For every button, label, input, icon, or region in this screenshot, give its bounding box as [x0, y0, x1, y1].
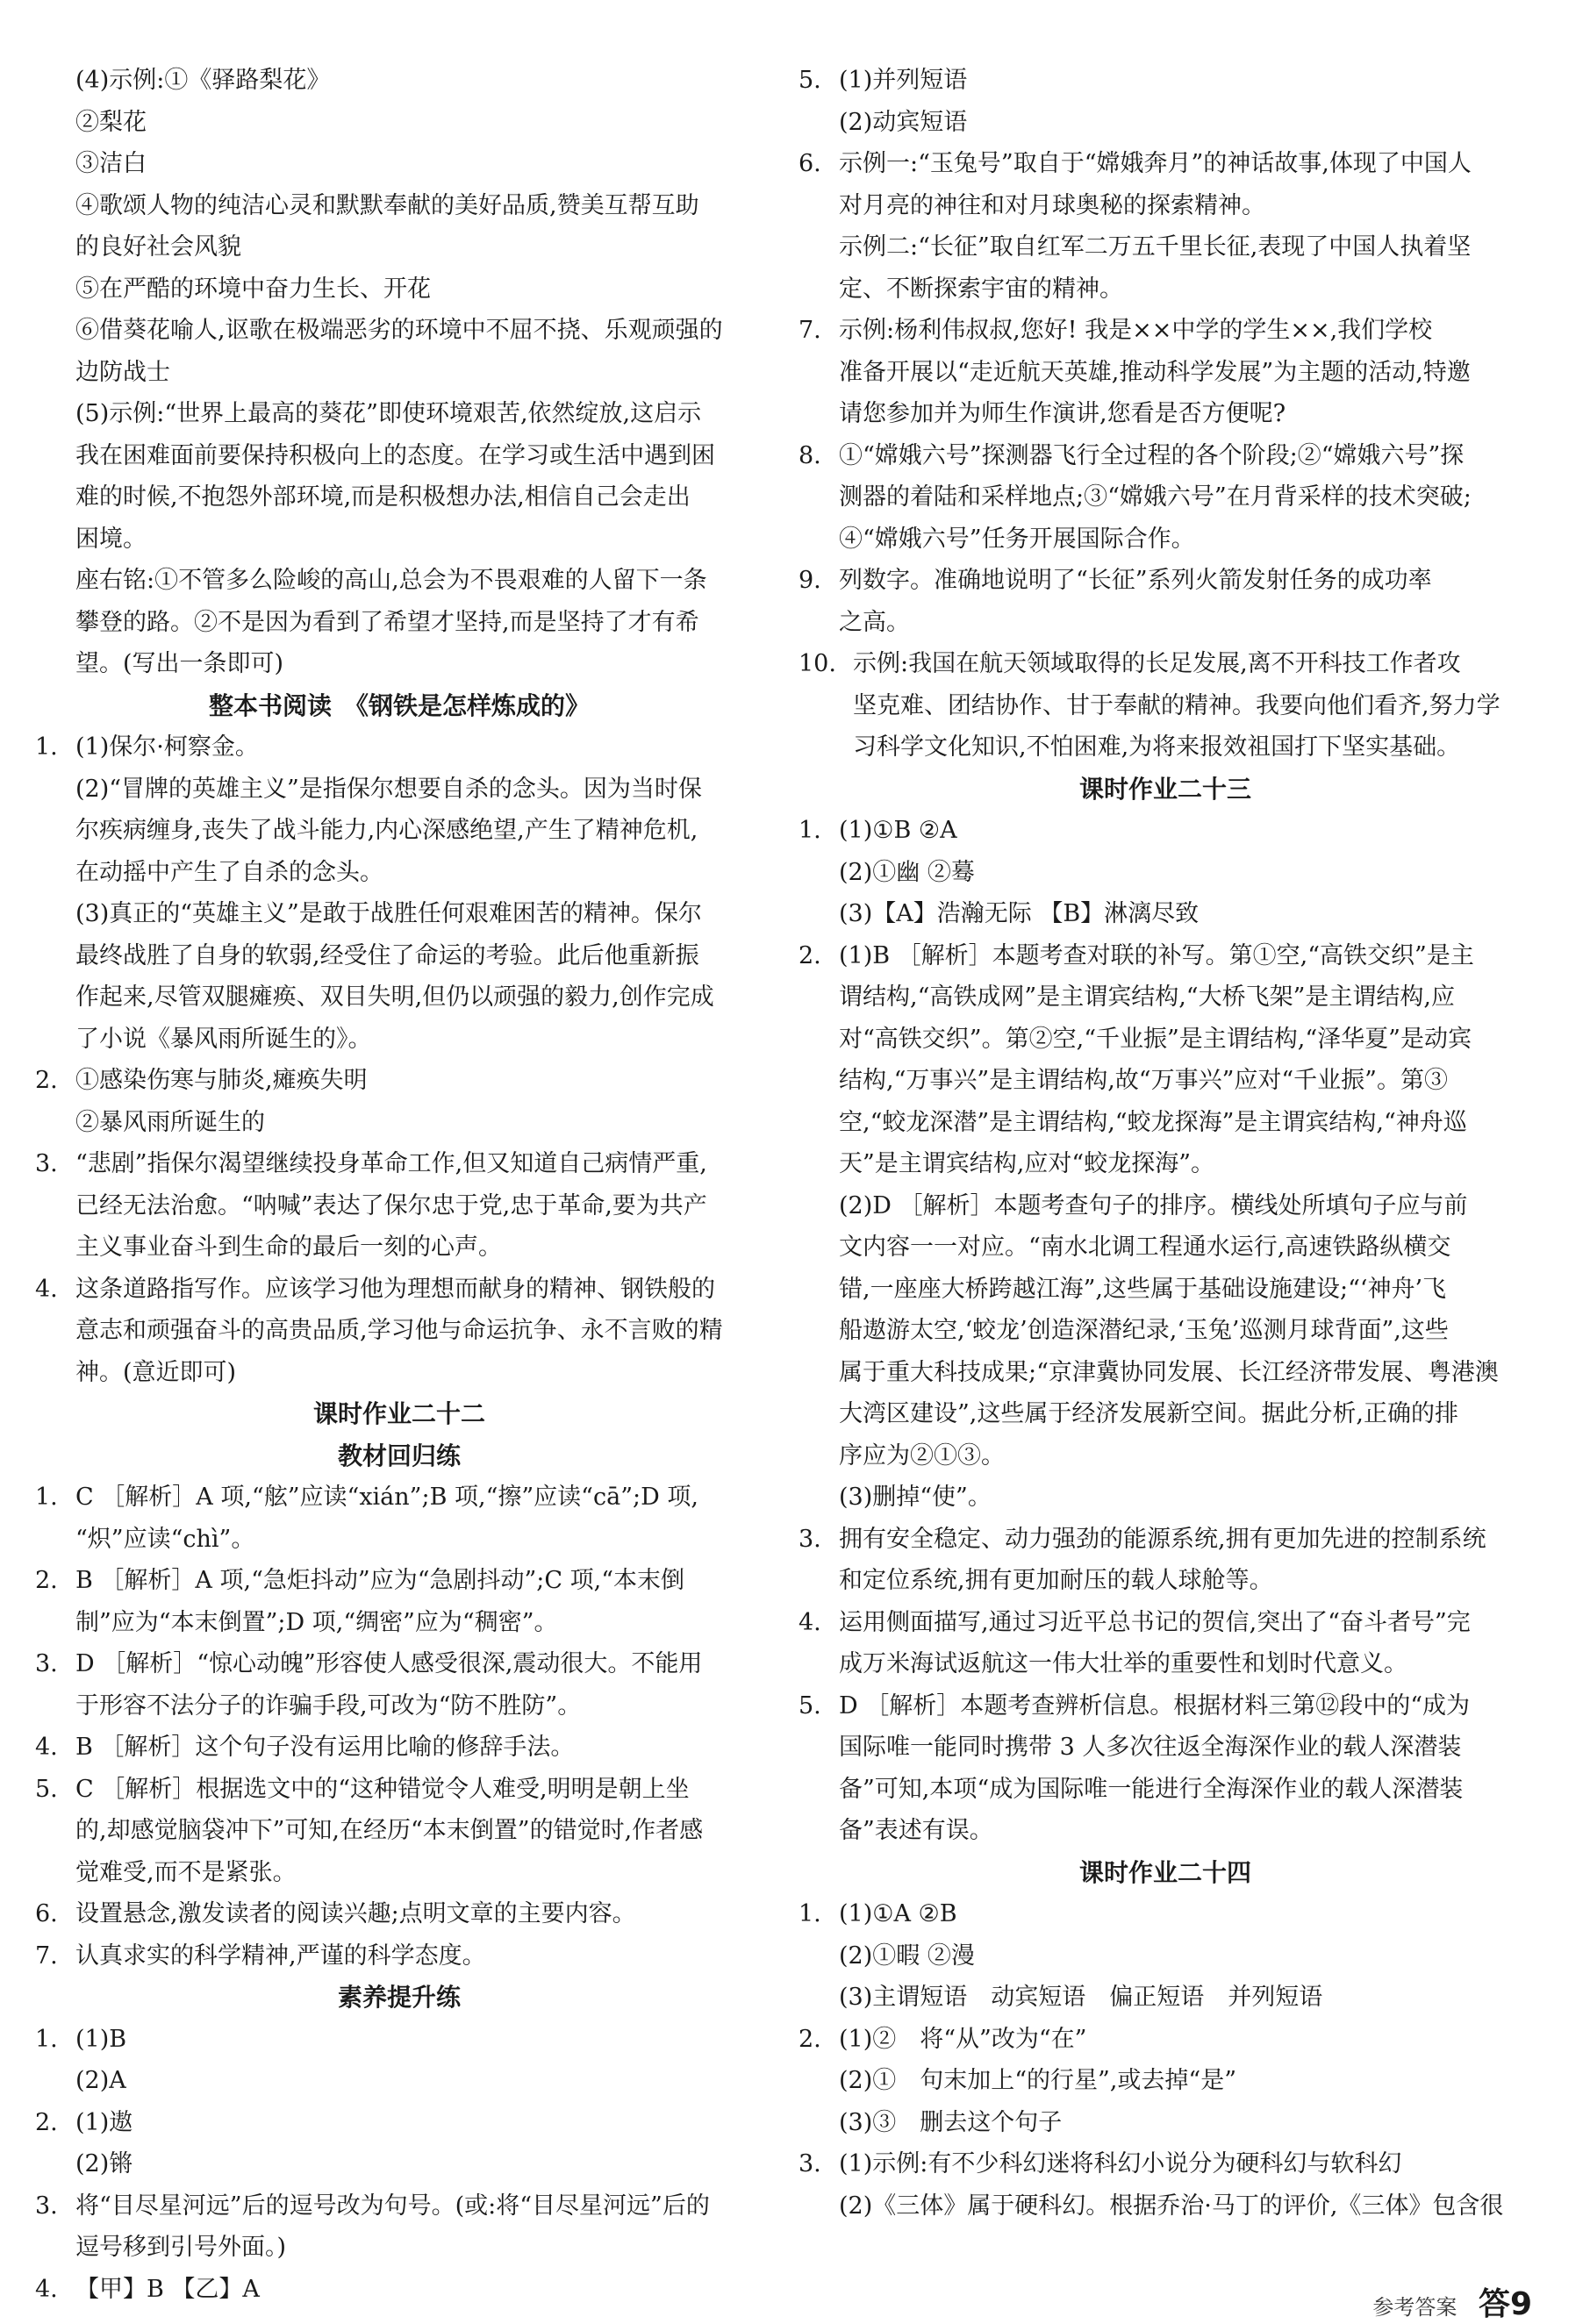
question-line — [799, 143, 1532, 185]
answer-line: 成万米海试返航这一伟大壮举的重要性和划时代意义。 — [839, 1650, 1407, 1677]
answer-text: D ［解析］“惊心动魄”形容使人感受很深,震动很大。不能用 — [75, 1650, 703, 1677]
answer-line: 备”可知,本项“成为国际唯一能进行全海深作业的载人深潜装 — [839, 1775, 1464, 1803]
answer-line: 习科学文化知识,不怕困难,为将来报效祖国打下坚实基础。 — [853, 733, 1461, 761]
question-line — [799, 560, 1532, 602]
answer-line: 在动摇中产生了自杀的念头。 — [75, 858, 383, 886]
answer-line: ②暴风雨所诞生的 — [75, 1108, 265, 1136]
answer-line: 坚克难、团结协作、甘于奉献的精神。我要向他们看齐,努力学 — [853, 691, 1500, 719]
answer-line: 望。(写出一条即可) — [75, 650, 284, 677]
answer-line: 已经无法治愈。“呐喊”表达了保尔忠于党,忠于革命,要为共产 — [75, 1191, 707, 1219]
answer-text: (1)B — [75, 2025, 127, 2053]
question-number: 5. — [799, 1691, 821, 1720]
question-line — [35, 1893, 763, 1935]
section-heading: 课时作业二十三 — [1078, 774, 1251, 804]
answer-line: 作起来,尽管双腿瘫痪、双目失明,但仍以顽强的毅力,创作完成 — [75, 983, 714, 1011]
answer-text: 列数字。准确地说明了“长征”系列火箭发射任务的成功率 — [839, 567, 1432, 594]
answer-line: 准备开展以“走近航天英雄,推动科学发展”为主题的活动,特邀 — [839, 358, 1471, 386]
question-number: 3. — [35, 1650, 58, 1677]
question-line — [799, 2019, 1532, 2061]
question-line — [35, 1935, 763, 1977]
answer-line: 最终战胜了自身的软弱,经受住了命运的考验。此后他重新振 — [75, 941, 699, 969]
answer-line: 序应为②①③。 — [839, 1441, 1005, 1469]
answer-text: “悲剧”指保尔渴望继续投身革命工作,但又知道自己病情严重, — [75, 1150, 707, 1177]
question-line — [35, 1643, 763, 1685]
question-number: 2. — [799, 2025, 821, 2053]
answer-line: 定、不断探索宇宙的精神。 — [839, 275, 1123, 303]
answer-text: B ［解析］A 项,“急炬抖动”应为“急剧抖动”;C 项,“本末倒 — [75, 1567, 685, 1594]
answer-text: 这条道路指写作。应该学习他为理想而献身的精神、钢铁般的 — [75, 1275, 715, 1303]
section-heading: 课时作业二十二 — [312, 1399, 485, 1428]
question-number: 7. — [35, 1941, 58, 1970]
answer-line: ④“嫦娥六号”任务开展国际合作。 — [839, 525, 1195, 553]
answer-line: 空,“蛟龙深潜”是主谓结构,“蛟龙探海”是主谓宾结构,“神舟巡 — [839, 1108, 1467, 1136]
question-number: 1. — [35, 1484, 58, 1511]
question-line — [799, 1893, 1532, 1935]
answer-text: D ［解析］本题考查辨析信息。根据材料三第⑫段中的“成为 — [839, 1691, 1471, 1720]
answer-line: (3)删掉“使”。 — [839, 1484, 992, 1511]
question-line — [35, 2185, 763, 2227]
answer-line: (2)锵 — [75, 2150, 133, 2177]
answer-line: (2)① 句末加上“的行星”,或去掉“是” — [839, 2067, 1237, 2094]
answer-line: 困境。 — [75, 525, 147, 553]
question-number: 7. — [799, 317, 821, 344]
answer-line: ③洁白 — [75, 150, 147, 177]
answer-line: 备”表述有误。 — [839, 1817, 993, 1844]
answer-line: (2)《三体》属于硬科幻。根据乔治·马丁的评价,《三体》包含很 — [839, 2192, 1504, 2220]
answer-line: 难的时候,不抱怨外部环境,而是积极想办法,相信自己会走出 — [75, 483, 691, 511]
section-heading: 课时作业二十四 — [1078, 1857, 1251, 1887]
answer-line: (2)①暇 ②漫 — [839, 1941, 975, 1970]
question-number: 3. — [35, 2192, 58, 2220]
question-line — [799, 935, 1532, 977]
question-line — [35, 1060, 763, 1102]
answer-text: (1)保尔·柯察金。 — [75, 733, 259, 761]
question-number: 1. — [799, 817, 821, 844]
answer-line: 国际唯一能同时携带 3 人多次往返全海深作业的载人深潜装 — [839, 1734, 1462, 1761]
page-footer — [1372, 2279, 1532, 2324]
answer-text: (1)并列短语 — [839, 67, 968, 94]
question-number: 4. — [35, 1275, 58, 1303]
answer-line: (3)【A】浩瀚无际 【B】淋漓尽致 — [839, 900, 1200, 927]
question-number: 2. — [799, 941, 821, 969]
question-line — [35, 1269, 763, 1311]
answer-line: (2)D ［解析］本题考查句子的排序。横线处所填句子应与前 — [839, 1191, 1468, 1219]
answer-text: 认真求实的科学精神,严谨的科学态度。 — [75, 1941, 486, 1970]
answer-text: 拥有安全稳定、动力强劲的能源系统,拥有更加先进的控制系统 — [839, 1525, 1486, 1553]
answer-text: 示例:杨利伟叔叔,您好! 我是××中学的学生××,我们学校 — [839, 317, 1433, 344]
answer-text: ①感染伤寒与肺炎,瘫痪失明 — [75, 1067, 368, 1094]
answer-line: ④歌颂人物的纯洁心灵和默默奉献的美好品质,赞美互帮互助 — [75, 191, 699, 219]
question-line — [799, 2143, 1532, 2185]
question-number: 10. — [799, 650, 836, 677]
answer-text: (1)①B ②A — [839, 817, 957, 844]
answer-line: 主义事业奋斗到生命的最后一刻的心声。 — [75, 1234, 502, 1261]
question-line — [799, 1519, 1532, 1561]
question-number: 1. — [35, 733, 58, 761]
answer-line: 我在困难面前要保持积极向上的态度。在学习或生活中遇到困 — [75, 441, 715, 469]
answer-line: 大湾区建设”,这些属于经济发展新空间。据此分析,正确的排 — [839, 1400, 1458, 1427]
answer-text: (1)遨 — [75, 2108, 133, 2136]
answer-line: 尔疾病缠身,丧失了战斗能力,内心深感绝望,产生了精神危机, — [75, 817, 698, 844]
question-number: 4. — [35, 1734, 58, 1761]
question-number: 4. — [35, 2275, 58, 2303]
answer-line: (4)示例:①《驿路梨花》 — [75, 67, 331, 94]
footer-reference-label: 参考答案 — [1372, 2295, 1458, 2320]
question-number: 5. — [35, 1775, 58, 1803]
answer-line: 对“高铁交织”。第②空,“千业振”是主谓结构,“泽华夏”是动宾 — [839, 1025, 1472, 1053]
answer-line: 示例二:“长征”取自红军二万五千里长征,表现了中国人执着坚 — [839, 233, 1472, 261]
question-line — [799, 643, 1532, 685]
answer-line: 的良好社会风貌 — [75, 233, 241, 261]
answer-line: 对月亮的神往和对月球奥秘的探索精神。 — [839, 191, 1265, 219]
question-line — [799, 1685, 1532, 1727]
question-number: 3. — [799, 2150, 821, 2177]
answer-line: 了小说《暴风雨所诞生的》。 — [75, 1025, 372, 1053]
answer-line: 谓结构,“高铁成网”是主谓宾结构,“大桥飞架”是主谓结构,应 — [839, 983, 1455, 1011]
question-number: 3. — [35, 1150, 58, 1177]
question-line — [35, 1477, 763, 1519]
answer-text: 示例:我国在航天领域取得的长足发展,离不开科技工作者攻 — [853, 650, 1461, 677]
answer-line: (3)主谓短语 动宾短语 偏正短语 并列短语 — [839, 1984, 1323, 2011]
answer-line: ⑤在严酷的环境中奋力生长、开花 — [75, 275, 431, 303]
answer-text: (1)示例:有不少科幻迷将科幻小说分为硬科幻与软科幻 — [839, 2150, 1402, 2177]
answer-line: (3)③ 删去这个句子 — [839, 2108, 1063, 2136]
question-line — [35, 2102, 763, 2144]
answer-line: 属于重大科技成果;“京津冀协同发展、长江经济带发展、粤港澳 — [839, 1358, 1499, 1386]
answer-text: (1)①A ②B — [839, 1900, 957, 1927]
question-line — [35, 1143, 763, 1185]
question-number: 1. — [799, 1900, 821, 1927]
answer-line: (2)“冒牌的英雄主义”是指保尔想要自杀的念头。因为当时保 — [75, 775, 702, 803]
question-line — [35, 1560, 763, 1602]
answer-text: 设置悬念,激发读者的阅读兴趣;点明文章的主要内容。 — [75, 1900, 636, 1927]
question-line — [799, 1602, 1532, 1644]
answer-line: 神。(意近即可) — [75, 1358, 237, 1386]
question-line — [35, 726, 763, 769]
question-number: 2. — [35, 2108, 58, 2136]
question-number: 5. — [799, 67, 821, 94]
answer-line: 请您参加并为师生作演讲,您看是否方便呢? — [839, 400, 1286, 427]
answer-line: 座右铭:①不管多么险峻的高山,总会为不畏艰难的人留下一条 — [75, 567, 707, 594]
section-heading: 整本书阅读 《钢铁是怎样炼成的》 — [208, 690, 590, 720]
question-number: 6. — [35, 1900, 58, 1927]
answer-line: (3)真正的“英雄主义”是敢于战胜任何艰难困苦的精神。保尔 — [75, 900, 702, 927]
question-number: 2. — [35, 1067, 58, 1094]
question-line — [35, 1769, 763, 1811]
answer-line: 之高。 — [839, 608, 910, 636]
answer-line: 的,却感觉脑袋冲下”可知,在经历“本末倒置”的错觉时,作者感 — [75, 1817, 704, 1844]
question-number: 8. — [799, 441, 821, 469]
answer-line: 觉难受,而不是紧张。 — [75, 1858, 297, 1886]
answer-text: (1)② 将“从”改为“在” — [839, 2025, 1087, 2053]
question-number: 2. — [35, 1567, 58, 1594]
answer-line: “炽”应读“chì”。 — [75, 1525, 255, 1553]
answer-line: ②梨花 — [75, 108, 147, 136]
question-line — [799, 310, 1532, 352]
question-number: 4. — [799, 1608, 821, 1636]
answer-line: 攀登的路。②不是因为看到了希望才坚持,而是坚持了才有希 — [75, 608, 699, 636]
answer-line: 船遨游太空,‘蛟龙’创造深潜纪录,‘玉兔’巡测月球背面”,这些 — [839, 1317, 1449, 1344]
answer-text: C ［解析］根据选文中的“这种错觉令人难受,明明是朝上坐 — [75, 1775, 690, 1803]
question-line — [799, 435, 1532, 477]
answer-text: C ［解析］A 项,“舷”应读“xián”;B 项,“擦”应读“cā”;D 项, — [75, 1484, 698, 1511]
answer-line: 结构,“万事兴”是主谓结构,故“万事兴”应对“千业振”。第③ — [839, 1067, 1448, 1094]
answer-line: (2)A — [75, 2067, 126, 2094]
answer-text: 将“目尽星河远”后的逗号改为句号。(或:将“目尽星河远”后的 — [75, 2192, 710, 2220]
answer-line: ⑥借葵花喻人,讴歌在极端恶劣的环境中不屈不挠、乐观顽强的 — [75, 317, 723, 344]
answer-text: (1)B ［解析］本题考查对联的补写。第①空,“高铁交织”是主 — [839, 941, 1474, 969]
answer-text: ①“嫦娥六号”探测器飞行全过程的各个阶段;②“嫦娥六号”探 — [839, 441, 1465, 469]
answer-line: 测器的着陆和采样地点;③“嫦娥六号”在月背采样的技术突破; — [839, 483, 1472, 511]
answer-text: 【甲】B 【乙】A — [75, 2275, 260, 2303]
question-number: 6. — [799, 150, 821, 177]
question-line — [35, 2269, 763, 2311]
answer-line: (2)①幽 ②蓦 — [839, 858, 975, 886]
answer-line: 逗号移到引号外面。) — [75, 2234, 287, 2261]
question-line — [35, 2019, 763, 2061]
answer-line: (5)示例:“世界上最高的葵花”即使环境艰苦,依然绽放,这启示 — [75, 400, 702, 427]
right-column — [799, 60, 1532, 2227]
page-number: 答9 — [1478, 2286, 1532, 2322]
answer-line: 和定位系统,拥有更加耐压的载人球舱等。 — [839, 1567, 1273, 1594]
question-number: 1. — [35, 2025, 58, 2053]
answer-line: 错,一座座大桥跨越江海”,这些属于基础设施建设;“‘神舟’飞 — [839, 1275, 1447, 1303]
left-column — [35, 60, 763, 2310]
answer-line: 文内容一一对应。“南水北调工程通水运行,高速铁路纵横交 — [839, 1234, 1451, 1261]
answer-text: 运用侧面描写,通过习近平总书记的贺信,突出了“奋斗者号”完 — [839, 1608, 1471, 1636]
answer-line: 于形容不法分子的诈骗手段,可改为“防不胜防”。 — [75, 1691, 582, 1720]
answer-line: 天”是主谓宾结构,应对“蛟龙探海”。 — [839, 1150, 1214, 1177]
question-number: 9. — [799, 567, 821, 594]
section-heading: 素养提升练 — [337, 1983, 461, 2012]
answer-line: 制”应为“本末倒置”;D 项,“绸密”应为“稠密”。 — [75, 1608, 558, 1636]
question-line — [35, 1727, 763, 1769]
answer-line: 边防战士 — [75, 358, 170, 386]
question-line — [799, 810, 1532, 852]
question-number: 3. — [799, 1525, 821, 1553]
answer-line: 意志和顽强奋斗的高贵品质,学习他与命运抗争、永不言败的精 — [75, 1317, 723, 1344]
section-heading: 教材回归练 — [337, 1441, 461, 1470]
answer-text: 示例一:“玉兔号”取自于“嫦娥奔月”的神话故事,体现了中国人 — [839, 150, 1472, 177]
question-line — [799, 60, 1532, 102]
answer-text: B ［解析］这个句子没有运用比喻的修辞手法。 — [75, 1734, 575, 1761]
answer-line: (2)动宾短语 — [839, 108, 968, 136]
